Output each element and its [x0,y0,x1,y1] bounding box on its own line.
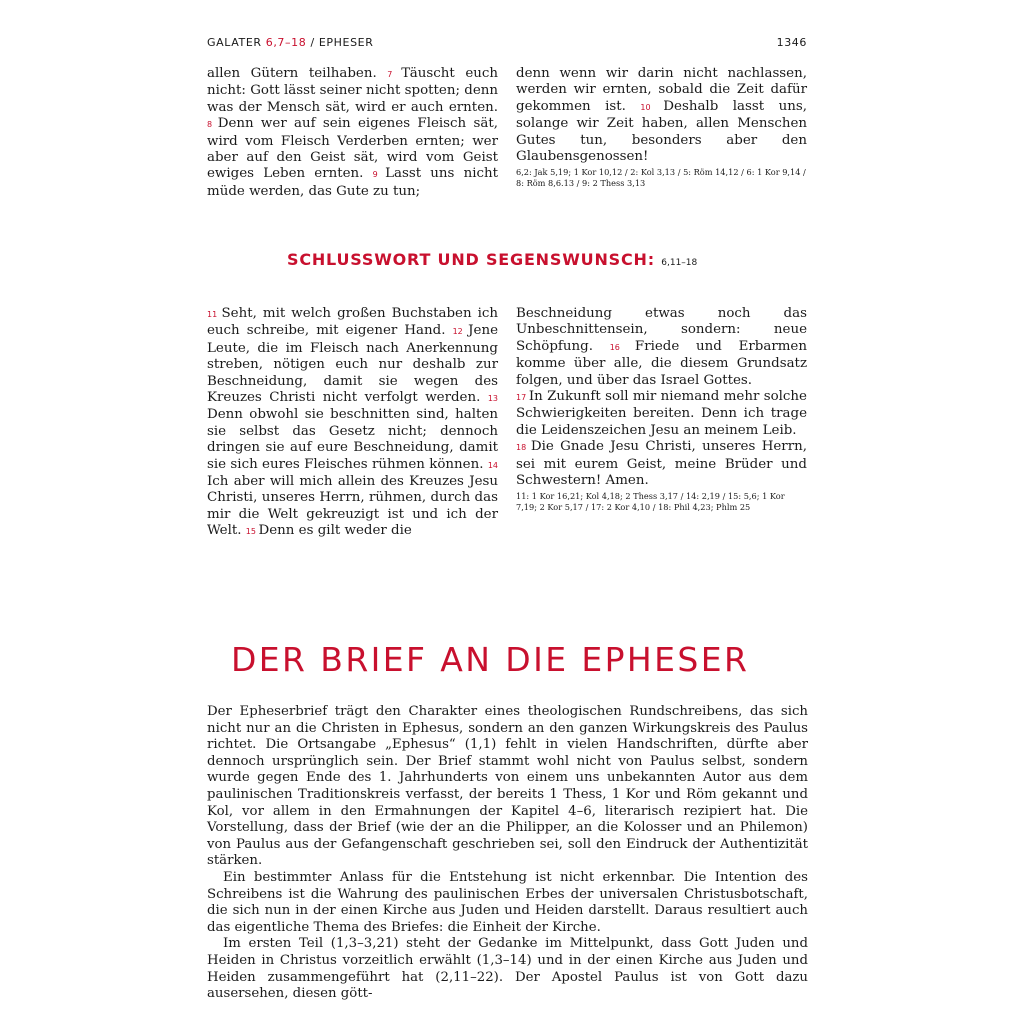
verse-text: Friede und Erbarmen komme über alle, die diesem Grundsatz folgen, und über das Israel Gottes. [516,338,807,388]
running-header [207,36,807,52]
intro-paragraph: Der Epheserbrief trägt den Charakter eines theologischen Rundschreibens, das sich nicht nur an die Christen in Ephesus, sondern an den ganzen Wirkungskreis des Paulus richtet. Die Ortsangabe „Ephesus“ (1,1) fehlt in vielen Handschriften, dürfte aber dennoch ursprünglich sein. Der Brief stammt wohl nicht von Paulus selbst, sondern wurde gegen Ende des 1. Jahrhunderts von einem uns unbekannten Autor aus dem paulinischen Traditionskreis verfasst, der bereits 1 Thess, 1 Kor und Röm gekannt und Kol, vor allem in den Ermahnungen der Kapitel 4–6, literarisch rezipiert hat. Die Vorstellung, dass der Brief (wie der an die Philipper, an die Kolosser und an Philemon) von Paulus aus der Gefangenschaft geschrieben sei, soll den Eindruck der Authentizität stärken. [207,704,808,869]
verse-text: Denn es gilt weder die [258,523,412,539]
verse-number: 7 [387,70,402,79]
verse-paragraph [516,306,807,389]
header-range: 6,7–18 [265,36,307,49]
intro-paragraph: Im ersten Teil (1,3–3,21) steht der Gedanke im Mittelpunkt, dass Gott Juden und Heiden in Christus vorzeitlich erwählt (1,3–14) und in der einen Kirche aus Juden und Heiden zusammengeführt hat (2,11–22). Der Apostel Paulus ist von Gott dazu ausersehen, diesen gött- [207,936,808,1002]
book-title: DER BRIEF AN DIE EPHESER [231,640,750,679]
verse-text: Die Gnade Jesu Christi, unseres Herrn, sei mit eurem Geist, meine Brüder und Schwestern! Amen. [516,439,807,489]
verse-number: 8 [207,120,218,130]
verse-number: 9 [372,170,386,180]
header-separator: / [310,36,315,49]
verse-text: Seht, mit welch großen Buchstaben ich euch schreibe, mit eigener Hand. [207,306,498,339]
verse-paragraph [516,389,807,439]
verse-text: Lasst uns nicht müde werden, das Gute zu tun; [207,166,498,199]
verse-text: Beschneidung etwas noch das Unbeschnittensein, sondern: neue Schöpfung. [516,306,807,354]
verse-text: Ich aber will mich allein des Kreuzes Jesu Christi, unseres Herrn, rühmen, durch das mir die Welt gekreuzigt ist und ich der Welt. [207,474,498,539]
cross-references: 11: 1 Kor 16,21; Kol 4,18; 2 Thess 3,17 / 14: 2,19 / 15: 5,6; 1 Kor 7,19; 2 Kor 5,17 / 17: 2 Kor 4,10 / 18: Phil 4,23; Phlm 25 [516,491,785,513]
verse-number: 11 [207,310,222,319]
verse-text: In Zukunft soll mir niemand mehr solche Schwierigkeiten bereiten. Denn ich trage die Leidenszeichen Jesu an meinem Leib. [516,389,807,438]
verse-text: allen Gütern teilhaben. [207,66,388,81]
verse-text: Jene Leute, die im Fleisch nach Anerkennung streben, nötigen euch nur deshalb zur Beschneidung, damit sie wegen des Kreuzes Christi nicht verfolgt werden. [207,323,498,406]
verse-paragraph [516,439,807,489]
verse-number: 18 [516,443,531,453]
header-left [207,36,373,49]
intro-paragraph: Ein bestimmter Anlass für die Entstehung ist nicht erkennbar. Die Intention des Schreibens ist die Wahrung des paulinischen Erbes der universalen Christusbotschaft, die sich nun in der einen Kirche aus Juden und Heiden darstellt. Daraus resultiert auch das eigentliche Thema des Briefes: die Einheit der Kirche. [207,869,808,935]
section-heading [287,250,847,269]
verse-text: Täuscht euch nicht: Gott lässt seiner nicht spotten; denn was der Mensch sät, wird er auch ernten. [207,66,498,115]
middle-left-column [207,306,498,541]
section-heading-ref: 6,11–18 [661,258,698,268]
verse-text: denn wenn wir darin nicht nachlassen, werden wir ernten, sobald die Zeit dafür gekommen ist. [516,66,807,114]
verse-number: 12 [452,327,469,337]
header-book: GALATER [207,36,262,49]
verse-number: 16 [609,342,635,352]
verse-number: 17 [516,393,529,403]
verse-paragraph [516,66,807,165]
verse-paragraph [207,66,498,200]
verse-number: 14 [487,460,498,470]
verse-paragraph [207,306,498,541]
verse-number: 13 [487,394,498,404]
verse-text: Denn obwohl sie beschnitten sind, halten sie selbst das Gesetz nicht; dennoch dringen sie auf eure Beschneidung, damit sie sich eures Fleisches rühmen können. [207,407,498,472]
top-left-column [207,66,498,200]
header-next-book: EPHESER [318,36,374,49]
page-number: 1346 [776,36,807,49]
book-introduction [207,704,808,1003]
cross-references: 6,2: Jak 5,19; 1 Kor 10,12 / 2: Kol 3,13 / 5: Röm 14,12 / 6: 1 Kor 9,14 / 8: Röm 8,6.13 / 9: 2 Thess 3,13 [516,167,806,189]
middle-right-column [516,306,807,513]
verse-text: Denn wer auf sein eigenes Fleisch sät, wird vom Fleisch Verderben ernten; wer aber auf den Geist sät, wird vom Geist ewiges Leben ernten. [207,116,498,182]
section-heading-text: SCHLUSSWORT UND SEGENSWUNSCH: [287,250,655,269]
top-right-column [516,66,807,189]
verse-number: 10 [640,102,664,112]
verse-text: Deshalb lasst uns, solange wir Zeit haben, allen Menschen Gutes tun, besonders aber den Glaubensgenossen! [516,98,807,165]
verse-number: 15 [245,527,259,537]
